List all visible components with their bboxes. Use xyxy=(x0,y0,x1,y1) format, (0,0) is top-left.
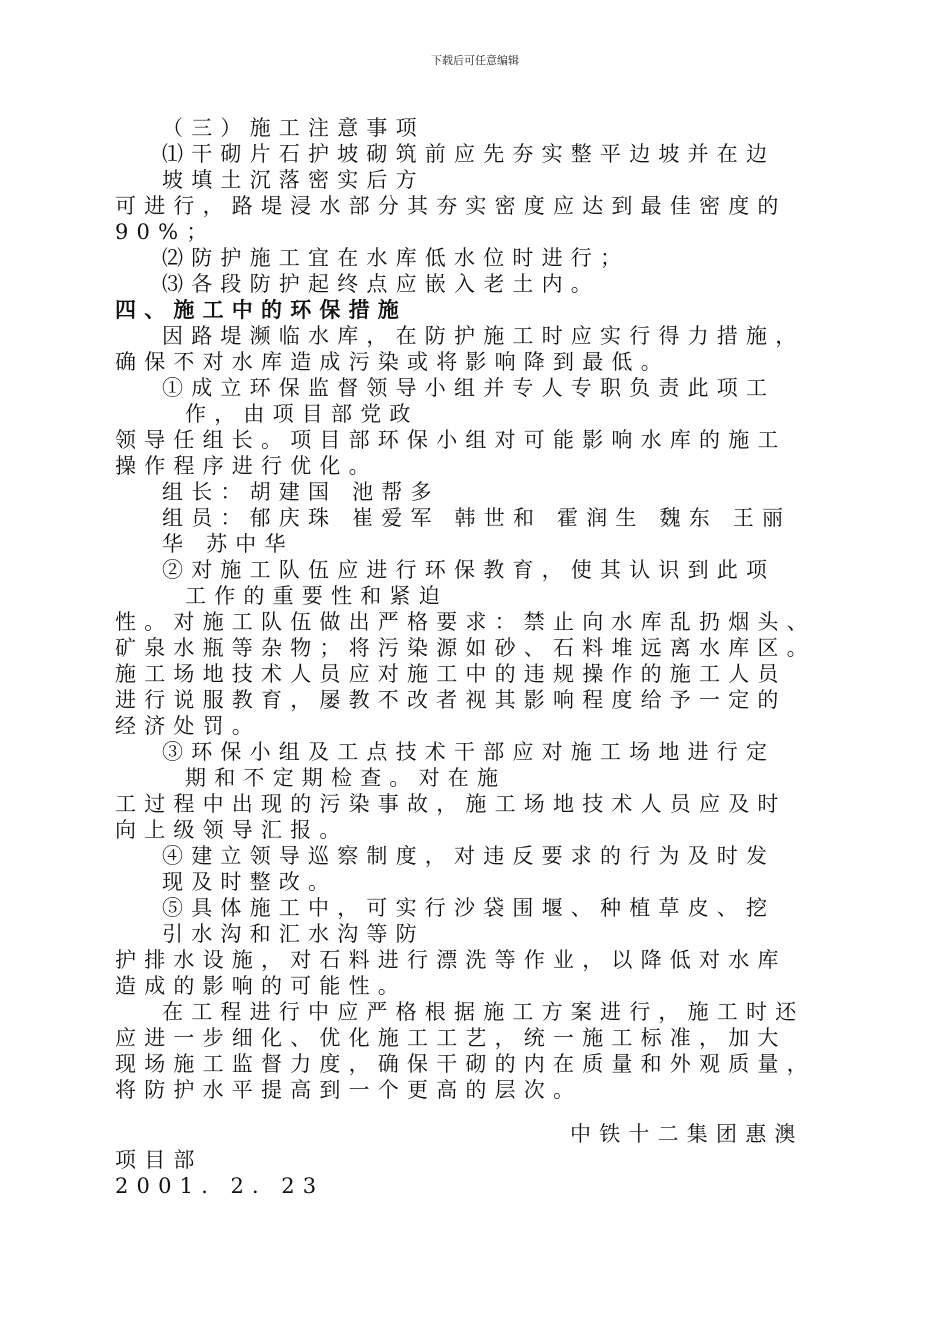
text-line: 性。对施工队伍做出严格要求：禁止向水库乱扔烟头、 xyxy=(115,610,816,634)
text-line: 工作的重要性和紧迫 xyxy=(185,584,448,608)
text-line: 引水沟和汇水沟等防 xyxy=(162,922,425,946)
text-line: ⑴干砌片石护坡砌筑前应先夯实整平边坡并在边 xyxy=(162,142,776,166)
text-line: 坡填土沉落密实后方 xyxy=(162,168,425,192)
text-line: ②对施工队伍应进行环保教育，使其认识到此项 xyxy=(162,558,776,582)
text-line: ③环保小组及工点技术干部应对施工场地进行定 xyxy=(162,740,776,764)
text-line: 四、施工中的环保措施 xyxy=(115,297,407,322)
text-line: 期和不定期检查。对在施 xyxy=(185,766,507,790)
text-line: 领导任组长。项目部环保小组对可能影响水库的施工 xyxy=(115,428,787,452)
text-line: ①成立环保监督领导小组并专人专职负责此项工 xyxy=(162,376,776,400)
text-line: ④建立领导巡察制度，对违反要求的行为及时发 xyxy=(162,844,776,868)
text-line: ⑵防护施工宜在水库低水位时进行； xyxy=(162,246,630,270)
text-line: 护排水设施，对石料进行漂洗等作业，以降低对水库 xyxy=(115,948,787,972)
text-line: 2001．2．23 xyxy=(115,1174,325,1198)
text-line: 现场施工监督力度，确保干砌的内在质量和外观质量， xyxy=(115,1052,816,1076)
text-line: 可进行，路堤浸水部分其夯实密度应达到最佳密度的 xyxy=(115,194,787,218)
text-line: 现及时整改。 xyxy=(162,870,338,894)
text-line: 进行说服教育，屡教不改者视其影响程度给予一定的 xyxy=(115,688,787,712)
text-line: 组员：郁庆珠 崔爱军 韩世和 霍润生 魏东 王丽 xyxy=(162,506,792,530)
text-line: 在工程进行中应严格根据施工方案进行，施工时还 xyxy=(162,1000,805,1024)
text-line: 应进一步细化、优化施工工艺，统一施工标准，加大 xyxy=(115,1026,787,1050)
text-line: 因路堤濒临水库，在防护施工时应实行得力措施， xyxy=(162,324,805,348)
text-line: 矿泉水瓶等杂物；将污染源如砂、石料堆远离水库区。 xyxy=(115,636,816,660)
text-line: 中铁十二集团惠澳 xyxy=(570,1122,804,1146)
text-line: 90%； xyxy=(115,220,216,244)
text-line: 向上级领导汇报。 xyxy=(115,818,349,842)
page-header: 下载后可任意编辑 xyxy=(431,54,519,67)
text-line: 工过程中出现的污染事故，施工场地技术人员应及时 xyxy=(115,792,787,816)
text-line: 华 苏中华 xyxy=(162,532,294,556)
text-line: 造成的影响的可能性。 xyxy=(115,974,407,998)
text-line: 组长：胡建国 池帮多 xyxy=(162,480,440,504)
text-line: 将防护水平提高到一个更高的层次。 xyxy=(115,1078,583,1102)
text-line: 作，由项目部党政 xyxy=(185,402,419,426)
text-line: 项目部 xyxy=(115,1148,203,1172)
text-line: （三）施工注意事项 xyxy=(162,116,425,140)
text-line: 经济处罚。 xyxy=(115,714,261,738)
text-line: ⑤具体施工中，可实行沙袋围堰、种植草皮、挖 xyxy=(162,896,776,920)
text-line: ⑶各段防护起终点应嵌入老土内。 xyxy=(162,272,600,296)
text-line: 施工场地技术人员应对施工中的违规操作的施工人员 xyxy=(115,662,787,686)
text-line: 操作程序进行优化。 xyxy=(115,454,378,478)
text-line: 确保不对水库造成污染或将影响降到最低。 xyxy=(115,350,670,374)
